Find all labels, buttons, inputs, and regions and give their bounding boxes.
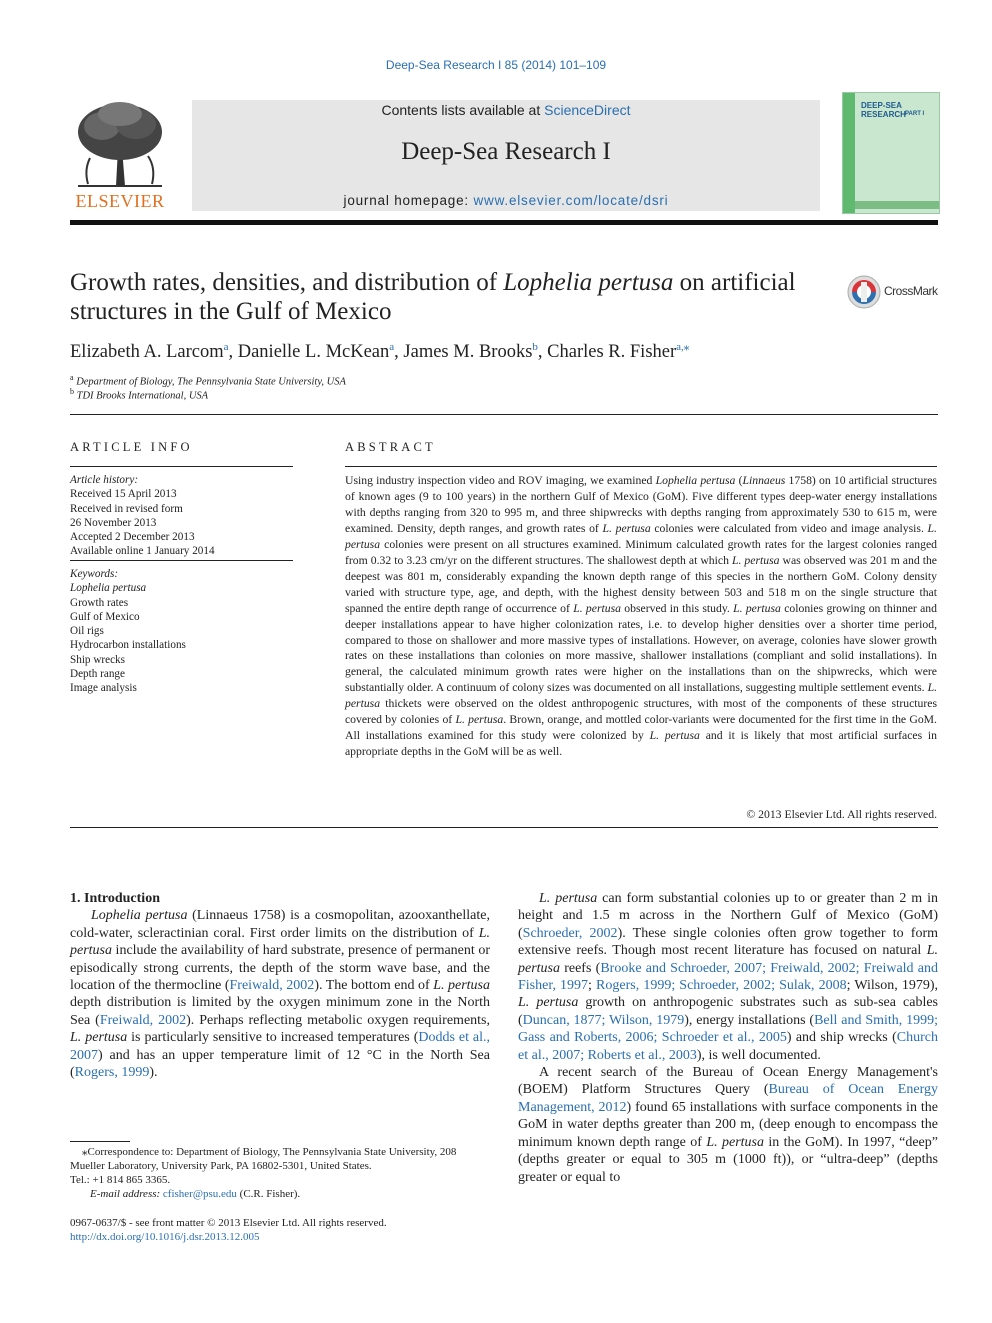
affiliation: $^b$ TDI Brooks International, USA — [70, 387, 209, 402]
affiliation: $^a$ Department of Biology, The Pennsylvania State University, USA — [70, 373, 346, 388]
section-heading: 1. Introduction — [70, 891, 160, 906]
divider — [70, 414, 938, 415]
author-affil-sup[interactable]: a — [389, 341, 395, 353]
author-affil-sup[interactable]: b — [532, 341, 538, 353]
page-footer — [70, 1216, 490, 1244]
abstract-text: Using industry inspection video and ROV imaging, we examined Lophelia pertusa (Linnaeus 1758) on 10 artificial structures of known ages (9 to 100 years) in the northern Gulf of Mexico (GoM). Five different types deep-water energy installations with depths ranging from 320 to 995 m, and three shipwrecks with depths ranging from approximately 530 to 615 m, were examined. Density, depth ranges, and growth rates of L. pertusa colonies were calculated from video and image analysis. L. pertusa colonies were present on all structures examined. Minimum calculated growth rates for the largest colonies ranged from 0.32 to 3.23 cm/yr on the different structures. The shallowest depth at which L. pertusa was observed was 201 m and the deepest was 801 m, considerably expanding the known depth range of this species in the northern GoM. Colony density varied with structure type, age, and depth, with the highest density between 503 and 518 m on the single structure that spanned the entire depth range of occurrence of L. pertusa observed in this study. L. pertusa colonies growing on thinner and deeper installations appear to have higher colonization rates, i.e. to develop higher densities over a shorter time period, compared to those on shallower and more massive types of installations. However, on average, colonies have slower growth rates on these installations than colonies on more massive, shallower installations (compliant and solid installations). In general, the calculated minimum growth rates were higher on the installations than on the shipwrecks, which were substantially older. A continuum of colony sizes was documented on all installations, suggesting multiple settlement events. L. pertusa thickets were observed on the oldest anthropogenic structures, with most of the components of these structures covered by colonies of L. pertusa. Brown, orange, and mottled color-variants were documented for the first time in the GoM. All installations examined for this study were colonized by L. pertusa and it is likely that most artificial surfaces in appropriate depths in the GoM will be as well. — [345, 474, 937, 759]
correspondence-footnote: ⁎Correspondence to: Department of Biology, The Pennsylvania State University, 208 Mueller Laboratory, University Park, PA 16802-5301, United States. Tel.: +1 814 865 3365. E-mail address: cfisher@psu.edu (C.R. Fisher). — [70, 1146, 457, 1200]
article-title: Growth rates, densities, and distribution of Lophelia pertusa on artificial structures in the Gulf of Mexico — [70, 269, 796, 325]
email-link[interactable]: cfisher@psu.edu — [162, 1188, 237, 1200]
cover-part: PART I — [905, 111, 925, 117]
abstract-heading: ABSTRACT — [345, 440, 436, 454]
issn-line: 0967-0637/$ - see front matter © 2013 Elsevier Ltd. All rights reserved. — [70, 1217, 387, 1229]
author-affil-sup[interactable]: a,⁎ — [676, 341, 690, 353]
author[interactable]: James M. Brooks — [403, 342, 533, 363]
paragraph: A recent search of the Bureau of Ocean Energy Management's (BOEM) Platform Structures Query (Bureau of Ocean Energy Management, 2012) found 65 installations with surface components in the GoM in water depths greater than 200 m, (deep enough to encompass the minimum known depth range of L. pertusa in the GoM). In 1997, “deep” (depths greater or equal to 305 m (1000 ft)), or “ultra-deep” (depths greater or equal to — [518, 1065, 938, 1185]
header-rule — [70, 220, 938, 225]
crossmark-label: CrossMark — [884, 284, 938, 298]
crossmark-badge[interactable] — [846, 274, 946, 310]
article-history: Article history: Received 15 April 2013 Received in revised form 26 November 2013 Accepted 2 December 2013 Available online 1 January 2014 — [70, 474, 215, 558]
author[interactable]: Elizabeth A. Larcom — [70, 342, 224, 363]
tree-icon — [70, 98, 170, 190]
author[interactable]: Danielle L. McKean — [237, 342, 390, 363]
author-list: Elizabeth A. Larcom$^a$, Danielle L. McKean$^a$, James M. Brooks$^b$, Charles R. Fisher$^{a,⁎}$ — [70, 341, 690, 363]
abstract-copyright: © 2013 Elsevier Ltd. All rights reserved. — [746, 808, 937, 821]
homepage-line: journal homepage: www.elsevier.com/locate/dsri — [343, 193, 669, 208]
divider — [70, 827, 938, 828]
elsevier-wordmark: ELSEVIER — [75, 191, 165, 211]
footnote-rule — [70, 1141, 130, 1142]
homepage-link[interactable]: www.elsevier.com/locate/dsri — [473, 193, 669, 208]
divider — [70, 466, 293, 467]
keywords: Keywords: Lophelia pertusa Growth rates Gulf of Mexico Oil rigs Hydrocarbon installations Ship wrecks Depth range Image analysis — [70, 568, 186, 695]
body-column-left — [70, 890, 490, 1081]
divider — [345, 466, 937, 467]
journal-cover-thumbnail[interactable] — [842, 92, 940, 214]
cover-title: DEEP-SEA RESEARCH — [861, 101, 906, 119]
journal-citation[interactable]: Deep-Sea Research I 85 (2014) 101–109 — [385, 58, 607, 72]
author[interactable]: Charles R. Fisher — [547, 342, 677, 363]
doi-link[interactable]: http://dx.doi.org/10.1016/j.dsr.2013.12.005 — [70, 1231, 260, 1243]
divider — [70, 560, 293, 561]
article-info-heading: ARTICLE INFO — [70, 440, 193, 454]
author-affil-sup[interactable]: a — [223, 341, 229, 353]
contents-line: Contents lists available at ScienceDirect — [381, 102, 631, 118]
elsevier-logo — [70, 98, 170, 212]
sciencedirect-link[interactable]: ScienceDirect — [544, 102, 631, 118]
body-column-right — [518, 890, 938, 1186]
journal-name: Deep-Sea Research I — [401, 138, 611, 165]
crossmark-icon — [846, 274, 882, 310]
paragraph: L. pertusa can form substantial colonies up to or greater than 2 m in height and 1.5 m across in the Northern Gulf of Mexico (GoM) (Schroeder, 2002). These single colonies often grow together to form extensive reefs. Though most recent literature has focused on natural L. pertusa reefs (Brooke and Schroeder, 2007; Freiwald, 2002; Freiwald and Fisher, 1997; Rogers, 1999; Schroeder, 2002; Sulak, 2008; Wilson, 1979), L. pertusa growth on anthropogenic substrates such as sub-sea cables (Duncan, 1877; Wilson, 1979), energy installations (Bell and Smith, 1999; Gass and Roberts, 2006; Schroeder et al., 2005) and ship wrecks (Church et al., 2007; Roberts et al., 2003), is well documented. — [518, 891, 938, 1063]
journal-banner — [192, 100, 820, 211]
paragraph: Lophelia pertusa (Linnaeus 1758) is a cosmopolitan, azooxanthellate, cold-water, scleractinian coral. First order limits on the distribution of L. pertusa include the availability of hard substrate, presence of permanent or episodically strong currents, the depth of the storm wave base, and the location of the thermocline (Freiwald, 2002). The bottom end of L. pertusa depth distribution is limited by the oxygen minimum zone in the North Sea (Freiwald, 2002). Perhaps reflecting metabolic oxygen requirements, L. pertusa is particularly sensitive to increased temperatures (Dodds et al., 2007) and has an upper temperature limit of 12 °C in the North Sea (Rogers, 1999). — [70, 908, 491, 1081]
